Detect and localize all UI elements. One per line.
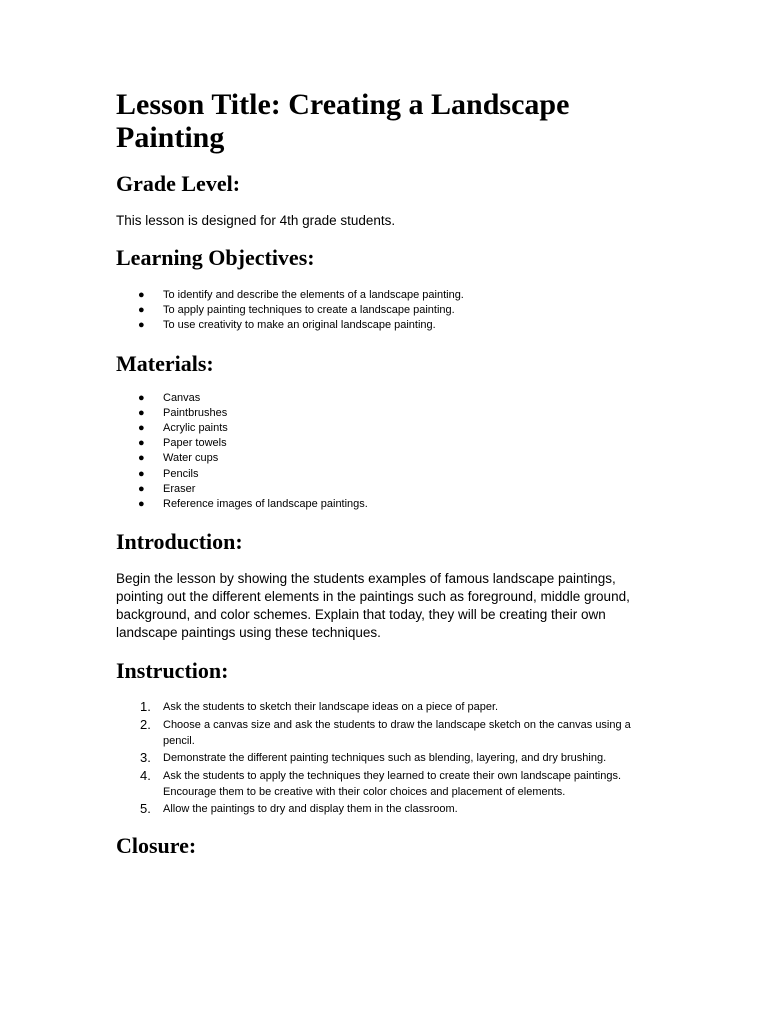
list-item bbox=[116, 751, 656, 767]
list-number: 4. bbox=[140, 768, 151, 784]
list-item-text: To use creativity to make an original landscape painting. bbox=[163, 319, 436, 332]
instruction-heading: Instruction: bbox=[116, 658, 229, 684]
list-item bbox=[116, 497, 656, 512]
list-number: 1. bbox=[140, 699, 151, 715]
bullet-icon: ● bbox=[138, 437, 145, 450]
introduction-text: Begin the lesson by showing the students examples of famous landscape paintings, pointing out the different elements in the paintings such as foreground, middle ground, background, and color schemes. Explain that today, they will be creating their own landscape paintings using these techniques. bbox=[116, 571, 630, 641]
list-item-text: Demonstrate the different painting techniques such as blending, layering, and dry brushing. bbox=[163, 752, 607, 765]
list-number: 3. bbox=[140, 750, 151, 766]
materials-heading: Materials: bbox=[116, 350, 214, 376]
bullet-icon: ● bbox=[138, 498, 145, 511]
list-item-text: To identify and describe the elements of a landscape painting. bbox=[163, 289, 464, 301]
list-item bbox=[116, 436, 656, 451]
list-item-text: Acrylic paints bbox=[163, 422, 228, 435]
list-item bbox=[116, 391, 656, 406]
closure-heading: Closure: bbox=[116, 832, 197, 858]
list-item-text: Choose a canvas size and ask the students to draw the landscape sketch on the canvas using a pencil. bbox=[163, 719, 631, 747]
list-number: 5. bbox=[140, 801, 151, 817]
list-item bbox=[116, 421, 656, 436]
list-item bbox=[116, 406, 656, 421]
list-item bbox=[116, 482, 656, 497]
bullet-icon: ● bbox=[138, 406, 145, 419]
grade-level-heading: Grade Level: bbox=[116, 171, 241, 196]
learning-objectives-list bbox=[116, 288, 656, 334]
list-item-text: Pencils bbox=[163, 467, 199, 480]
grade-level-text: This lesson is designed for 4th grade students. bbox=[116, 213, 396, 228]
list-item bbox=[116, 288, 656, 303]
list-item-text: Allow the paintings to dry and display them in the classroom. bbox=[163, 803, 458, 816]
list-item bbox=[116, 802, 656, 818]
list-item-text: Reference images of landscape paintings. bbox=[163, 498, 368, 511]
list-item-text: Eraser bbox=[163, 482, 196, 495]
list-item-text: Ask the students to apply the techniques they learned to create their own landscape paintings. Encourage them to be creative with their color choices and placement of elements. bbox=[163, 770, 622, 798]
bullet-icon: ● bbox=[138, 391, 145, 404]
bullet-icon: ● bbox=[138, 467, 145, 480]
list-item bbox=[116, 451, 656, 466]
list-item bbox=[116, 700, 656, 716]
bullet-icon: ● bbox=[138, 304, 145, 317]
list-item-text: To apply painting techniques to create a landscape painting. bbox=[163, 304, 455, 317]
list-item bbox=[116, 718, 656, 749]
learning-objectives-heading: Learning Objectives: bbox=[116, 245, 315, 270]
lesson-title: Lesson Title: Creating a Landscape Painting bbox=[116, 88, 570, 154]
list-item-text: Water cups bbox=[163, 452, 219, 465]
list-number: 2. bbox=[140, 717, 151, 733]
list-item bbox=[116, 769, 656, 800]
list-item bbox=[116, 303, 656, 318]
document-page bbox=[116, 88, 656, 859]
list-item-text: Paintbrushes bbox=[163, 406, 228, 419]
materials-list bbox=[116, 391, 656, 513]
bullet-icon: ● bbox=[138, 289, 145, 301]
list-item-text: Paper towels bbox=[163, 437, 227, 450]
bullet-icon: ● bbox=[138, 422, 145, 435]
list-item-text: Canvas bbox=[163, 391, 201, 404]
bullet-icon: ● bbox=[138, 482, 145, 495]
list-item bbox=[116, 467, 656, 482]
list-item bbox=[116, 318, 656, 333]
bullet-icon: ● bbox=[138, 319, 145, 332]
introduction-heading: Introduction: bbox=[116, 529, 243, 555]
instruction-list bbox=[116, 700, 656, 818]
bullet-icon: ● bbox=[138, 452, 145, 465]
list-item-text: Ask the students to sketch their landscape ideas on a piece of paper. bbox=[163, 701, 499, 714]
